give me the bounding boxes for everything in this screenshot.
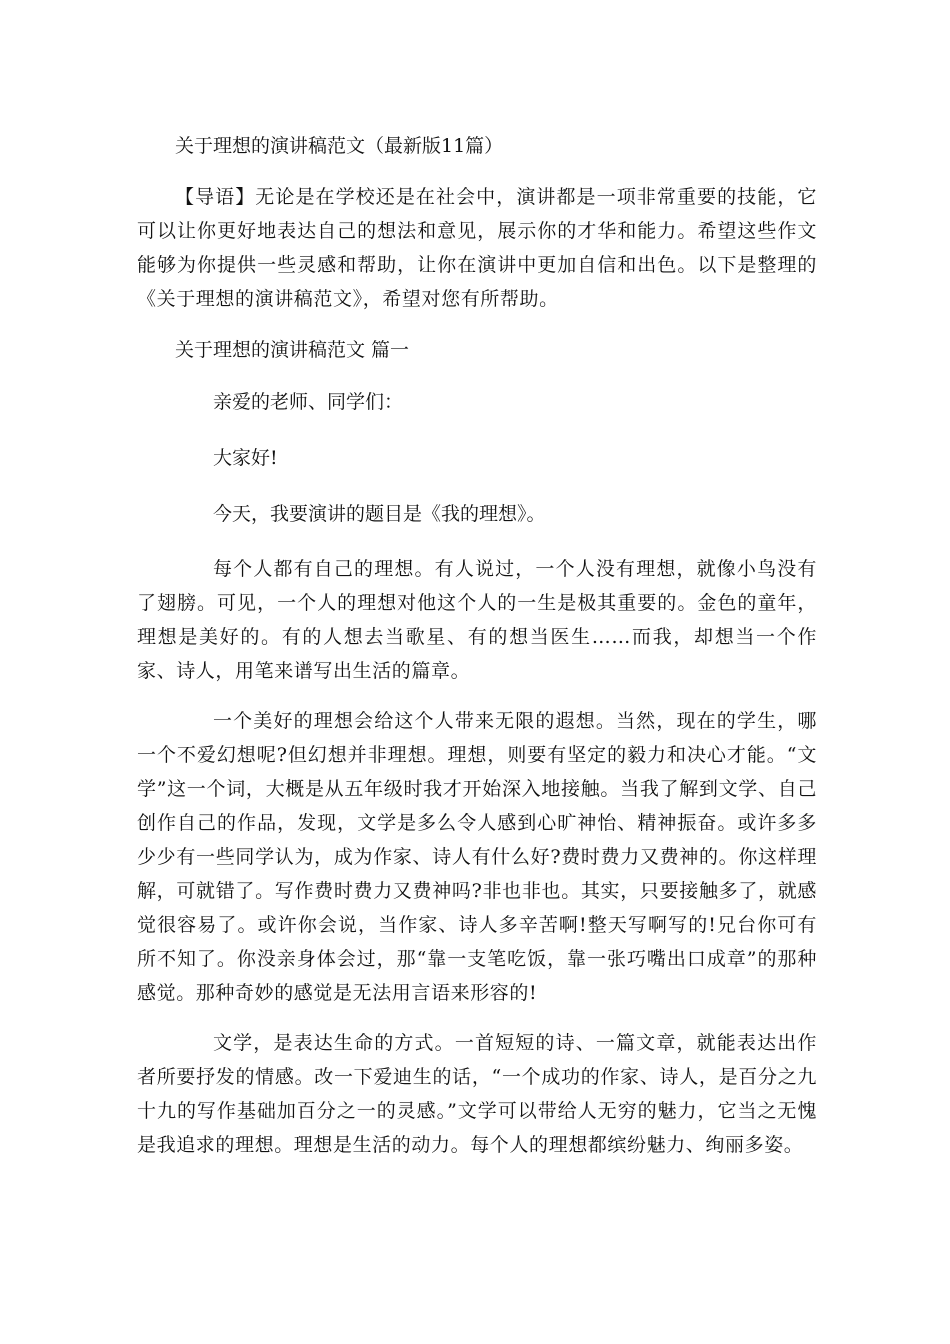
document-page	[137, 128, 817, 1178]
document-title: 关于理想的演讲稿范文（最新版11篇）	[175, 135, 504, 157]
intro-paragraph: 【导语】无论是在学校还是在社会中，演讲都是一项非常重要的技能，它可以让你更好地表达自己的想法和意见，展示你的才华和能力。希望这些作文能够为你提供一些灵感和帮助，让你在演讲中更加自信和出色。以下是整理的《关于理想的演讲稿范文》，希望对您有所帮助。	[137, 186, 817, 310]
body-paragraph: 每个人都有自己的理想。有人说过，一个人没有理想，就像小鸟没有了翅膀。可见，一个人的理想对他这个人的一生是极其重要的。金色的童年，理想是美好的。有的人想去当歌星、有的想当医生……而我，却想当一个作家、诗人，用笔来谱写出生活的篇章。	[137, 558, 817, 682]
body-paragraph: 文学，是表达生命的方式。一首短短的诗、一篇文章，就能表达出作者所要抒发的情感。改一下爱迪生的话，“一个成功的作家、诗人，是百分之九十九的写作基础加百分之一的灵感。”文学可以带给人无穷的魅力，它当之无愧是我追求的理想。理想是生活的动力。每个人的理想都缤纷魅力、绚丽多姿。	[137, 1032, 817, 1156]
salutation: 亲爱的老师、同学们：	[213, 391, 404, 413]
body-paragraph: 一个美好的理想会给这个人带来无限的遐想。当然，现在的学生，哪一个不爱幻想呢?但幻想并非理想。理想，则要有坚定的毅力和决心才能。“文学”这一个词，大概是从五年级时我才开始深入地接触。当我了解到文学、自己创作自己的作品，发现，文学是多么令人感到心旷神怡、精神振奋。或许多多少少有一些同学认为，成为作家、诗人有什么好?费时费力又费神的。你这样理解，可就错了。写作费时费力又费神吗?非也非也。其实，只要接触多了，就感觉很容易了。或许你会说，当作家、诗人多辛苦啊!整天写啊写的!兄台你可有所不知了。你没亲身体会过，那“靠一支笔吃饭，靠一张巧嘴出口成章”的那种感觉。那种奇妙的感觉是无法用言语来形容的!	[137, 710, 817, 1004]
greeting: 大家好!	[213, 447, 278, 469]
topic-line: 今天，我要演讲的题目是《我的理想》。	[213, 503, 546, 525]
section-heading: 关于理想的演讲稿范文 篇一	[175, 339, 410, 361]
